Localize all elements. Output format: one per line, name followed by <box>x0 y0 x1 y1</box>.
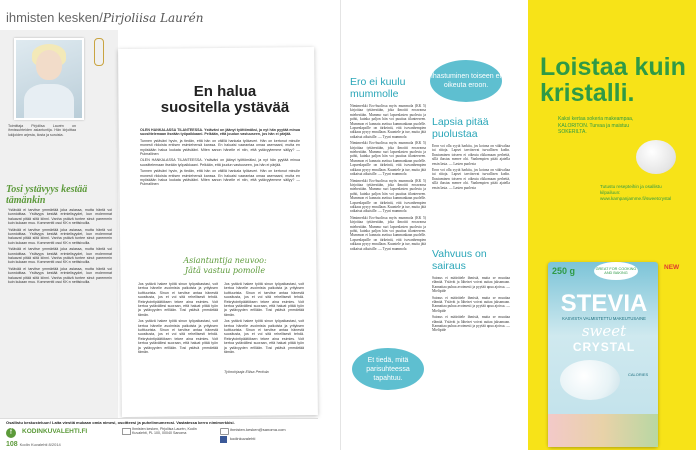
photo-caption: Toimittaja Pirjoliisa Laurén on ihmissuhteiden asiantuntija. Hän kirjoittaa lukijoiden arjesta, ilosta ja suruista. <box>8 124 76 137</box>
sugar-crystal-image <box>560 360 620 400</box>
column2-text: Nimimerkki Ero-huolissa myös mummola (KK 5) kirjoittaa tyttärestään, joka ilmoitti eroavansa miehestään. Mummo suri lapsenlasten puolesta ja pohti, kuinka paljon hän voi puuttua tilanteeseen. Mummon ei kannata asettua kummankaan puolelle. Lapsenlapsille on tärkeintä, että isovanhempien rakkaus pysyy ennallaan. Kuuntele ja tue, mutta jätä ratkaisut aikuisille. — Tyyni mummola Nimimerkki Ero-huolissa myös mummola (KK 5) kirjoittaa tyttärestään, joka ilmoitti eroavansa miehestään. Mummo suri lapsenlasten puolesta ja pohti, kuinka paljon hän voi puuttua tilanteeseen. Mummon ei kannata asettua kummankaan puolelle. Lapsenlapsille on tärkeintä, että isovanhempien rakkaus pysyy ennallaan. Kuuntele ja tue, mutta jätä ratkaisut aikuisille. — Tyyni mummola Nimimerkki Ero-huolissa myös mummola (KK 5) kirjoittaa tyttärestään, joka ilmoitti eroavansa miehestään. Mummo suri lapsenlasten puolesta ja pohti, kuinka paljon hän voi puuttua tilanteeseen. Mummon ei kannata asettua kummankaan puolelle. Lapsenlapsille on tärkeintä, että isovanhempien rakkaus pysyy ennallaan. Kuuntele ja tue, mutta jätä ratkaisut aikuisille. — Tyyni mummola Nimimerkki Ero-huolissa myös mummola (KK 5) kirjoittaa tyttärestään, joka ilmoitti eroavansa miehestään. Mummo suri lapsenlasten puolesta ja pohti, kuinka paljon hän voi puuttua tilanteeseen. Mummon ei kannata asettua kummankaan puolelle. Lapsenlapsille on tärkeintä, että isovanhempien rakkaus pysyy ennallaan. Kuuntele ja tue, mutta jätä ratkaisut aikuisille. — Tyyni mummola <box>350 104 426 251</box>
product-line2: CRYSTAL <box>572 340 636 354</box>
author-signature: Pirjoliisa Laurén <box>102 11 204 25</box>
section-header <box>6 10 203 25</box>
ad-promo[interactable]: Tutustu resepteihin ja osallistu kilpailuun: www.kampanjamme.fi/sweetcrystal <box>600 184 672 201</box>
package-weight: 250 g <box>552 266 576 276</box>
column3-text2: Sairaus ei määrittele ihmistä, mutta se muuttaa elämää. Ystävät ja läheiset voivat auttaa jaksamaan. Kannattaa puhua avoimesti ja pyytää apua ajoissa. — Mielipide Sairaus ei määrittele ihmistä, mutta se muuttaa elämää. Ystävät ja läheiset voivat auttaa jaksamaan. Kannattaa puhua avoimesti ja pyytää apua ajoissa. — Mielipide Sairaus ei määrittele ihmistä, mutta se muuttaa elämää. Ystävät ja läheiset voivat auttaa jaksamaan. Kannattaa puhua avoimesti ja pyytää apua ajoissa. — Mielipide <box>432 276 510 333</box>
ad-title: Loistaa kuin kristalli. <box>540 53 686 107</box>
footer-address: Ihmisten kesken, Pirjoliisa Laurén, Kodin Kuvalehti, PL 100, 00040 Sanoma <box>132 427 197 436</box>
product-line1: sweet <box>581 322 627 340</box>
email-icon <box>220 428 229 435</box>
footer-email[interactable]: ihmisten.kesken@sanoma.com <box>230 427 286 432</box>
facebook-icon[interactable]: f <box>6 428 16 438</box>
facebook-small-icon <box>220 436 227 443</box>
page-gutter <box>340 0 341 450</box>
sugar-spoon-image <box>636 140 676 174</box>
quote-bubble-column2: Et tiedä, mitä parisuhteessa tapahtuu. <box>352 348 424 390</box>
package-fruit-band <box>548 414 658 447</box>
expert-text-col2: Jos ystävä hakee työtä sinun työpaikastasi, voit kertoa hänelle avoimista paikoista ja yrityksen kulttuurista. Sinun ei tarvitse antaa hänestä suositusta, jos et voi sitä rehellisesti tehdä. Rekrytointipäätöksen tekee aina esimies. Voit kertoa ystävällesi suoraan, että haluat pitää työn ja ystävyyden erillään. Tosi ystävä ymmärtää tämän. Jos ystävä hakee työtä sinun työpaikastasi, voit kertoa hänelle avoimista paikoista ja yrityksen kulttuurista. Sinun ei tarvitse antaa hänestä suositusta, jos et voi sitä rehellisesti tehdä. Rekrytointipäätöksen tekee aina esimies. Voit kertoa ystävällesi suoraan, että haluat pitää työn ja ystävyyden erillään. Tosi ystävä ymmärtää tämän. <box>224 282 304 355</box>
page-number: 108 Kodin Kuvalehti 8/2014 <box>6 441 61 448</box>
quote-bubble-column3: Ihastuminen toiseen ei oikeuta eroon. <box>430 60 502 102</box>
package-badge: GREAT FOR COOKING AND BAKING <box>594 262 638 280</box>
ad-tagline: Kaksi kertaa sokeria makeampaa, KALORITON. Turvaa ja maistuu SOKERILTA. <box>558 116 634 135</box>
column2-title: Ero ei kuulu mummolle <box>350 76 406 100</box>
article-body: OLEN HANKALASSA TILANTEESSA. Ystäväni on jäänyt työttömäksi, ja nyt hän pyytää minua suosittelemaan itseään työpaikkaani. Pelkään, että joudun vastuuseen, jos hän ei pärjää. Tunnen ystäväni hyvin, ja tiedän, että hän on välillä hankala työkaveri. Hän on kertonut minulle monesti riidoista entisen esimiehensä kanssa. En haluaisi vaarantaa omaa asemaani, mutta en myöskään halua loukata ystävääni. Miten sanon hänelle ei niin, että ystävyytemme säilyy? — Pulmallinen OLEN HANKALASSA TILANTEESSA. Ystäväni on jäänyt työttömäksi, ja nyt hän pyytää minua suosittelemaan itseään työpaikkaani. Pelkään, että joudun vastuuseen, jos hän ei pärjää. Tunnen ystäväni hyvin, ja tiedän, että hän on välillä hankala työkaveri. Hän on kertonut minulle monesti riidoista entisen esimiehensä kanssa. En haluaisi vaarantaa omaa asemaani, mutta en myöskään halua loukata ystävääni. Miten sanon hänelle ei niin, että ystävyytemme säilyy? — Pulmallinen <box>140 128 300 187</box>
footer-web[interactable]: kodinkuvalehti <box>230 436 256 441</box>
author-photo <box>14 38 84 120</box>
expert-heading: Asiantuntija neuvoo: Jätä vastuu pomolle <box>183 256 267 275</box>
new-badge: NEW <box>664 264 680 271</box>
product-name: STEVIA <box>560 290 648 317</box>
section-label: ihmisten kesken/ <box>6 10 103 25</box>
expert-text-col1: Jos ystävä hakee työtä sinun työpaikastasi, voit kertoa hänelle avoimista paikoista ja yrityksen kulttuurista. Sinun ei tarvitse antaa hänestä suositusta, jos et voi sitä rehellisesti tehdä. Rekrytointipäätöksen tekee aina esimies. Voit kertoa ystävällesi suoraan, että haluat pitää työn ja ystävyyden erillään. Tosi ystävä ymmärtää tämän. Jos ystävä hakee työtä sinun työpaikastasi, voit kertoa hänelle avoimista paikoista ja yrityksen kulttuurista. Sinun ei tarvitse antaa hänestä suositusta, jos et voi sitä rehellisesti tehdä. Rekrytointipäätöksen tekee aina esimies. Voit kertoa ystävällesi suoraan, että haluat pitää työn ja ystävyyden erillään. Tosi ystävä ymmärtää tämän. <box>138 282 218 355</box>
paperclip-icon <box>94 38 104 66</box>
column3-title: Lapsia pitää puolustaa <box>432 116 489 140</box>
sidebar-text: Ystävää ei tarvitse ymmärtää joka asiassa, mutta häntä voi kunnioittaa. Ystävyys kestää erimielisyydet, kun molemmat haluavat pitää siitä kiinni. Vanha ystävä tuntee sinut paremmin kuin kukaan muu. Kommentti osui KK:n nettisivuilla. Ystävää ei tarvitse ymmärtää joka asiassa, mutta häntä voi kunnioittaa. Ystävyys kestää erimielisyydet, kun molemmat haluavat pitää siitä kiinni. Vanha ystävä tuntee sinut paremmin kuin kukaan muu. Kommentti osui KK:n nettisivuilla. Ystävää ei tarvitse ymmärtää joka asiassa, mutta häntä voi kunnioittaa. Ystävyys kestää erimielisyydet, kun molemmat haluavat pitää siitä kiinni. Vanha ystävä tuntee sinut paremmin kuin kukaan muu. Kommentti osui KK:n nettisivuilla. Ystävää ei tarvitse ymmärtää joka asiassa, mutta häntä voi kunnioittaa. Ystävyys kestää erimielisyydet, kun molemmat haluavat pitää siitä kiinni. Vanha ystävä tuntee sinut paremmin kuin kukaan muu. Kommentti osui KK:n nettisivuilla. <box>8 208 112 285</box>
product-subtitle: KASVISTA VALMISTETTU MAKEUTUSAINE <box>562 316 646 321</box>
footer-cta: Osallistu keskusteluun! Laita viestiä mukaan omia nimesi, osoitteesi ja puhelinnumerosi. Vastatessa kerro nimimerkkisi. <box>6 420 235 425</box>
calories-label: CALORIES <box>628 372 649 377</box>
sidebar-title: Tosi ystävyys kestää tämänkin <box>6 184 88 206</box>
column3-text: Eron voi olla syytä harkita, jos kotona on väkivaltaa tai riitoja. Lapset tarvitsevat turvallisen kodin. Ihastuminen toiseen ei oikeuta rikkomaan perhettä, sillä ihastus menee ohi. Vanhempien pitää ajatella ensin lasta. — Lasten puolesta Eron voi olla syytä harkita, jos kotona on väkivaltaa tai riitoja. Lapset tarvitsevat turvallisen kodin. Ihastuminen toiseen ei oikeuta rikkomaan perhettä, sillä ihastus menee ohi. Vanhempien pitää ajatella ensin lasta. — Lasten puolesta <box>432 144 510 190</box>
column3-title2: Vahvuus on sairaus <box>432 248 487 272</box>
brand-link[interactable]: KODINKUVALEHTI.FI <box>22 428 88 435</box>
article-title: En halua suositella ystävää <box>160 83 290 116</box>
expert-name: Työnohjaaja Eliisa Perttula <box>224 370 269 374</box>
mail-icon <box>122 428 131 435</box>
